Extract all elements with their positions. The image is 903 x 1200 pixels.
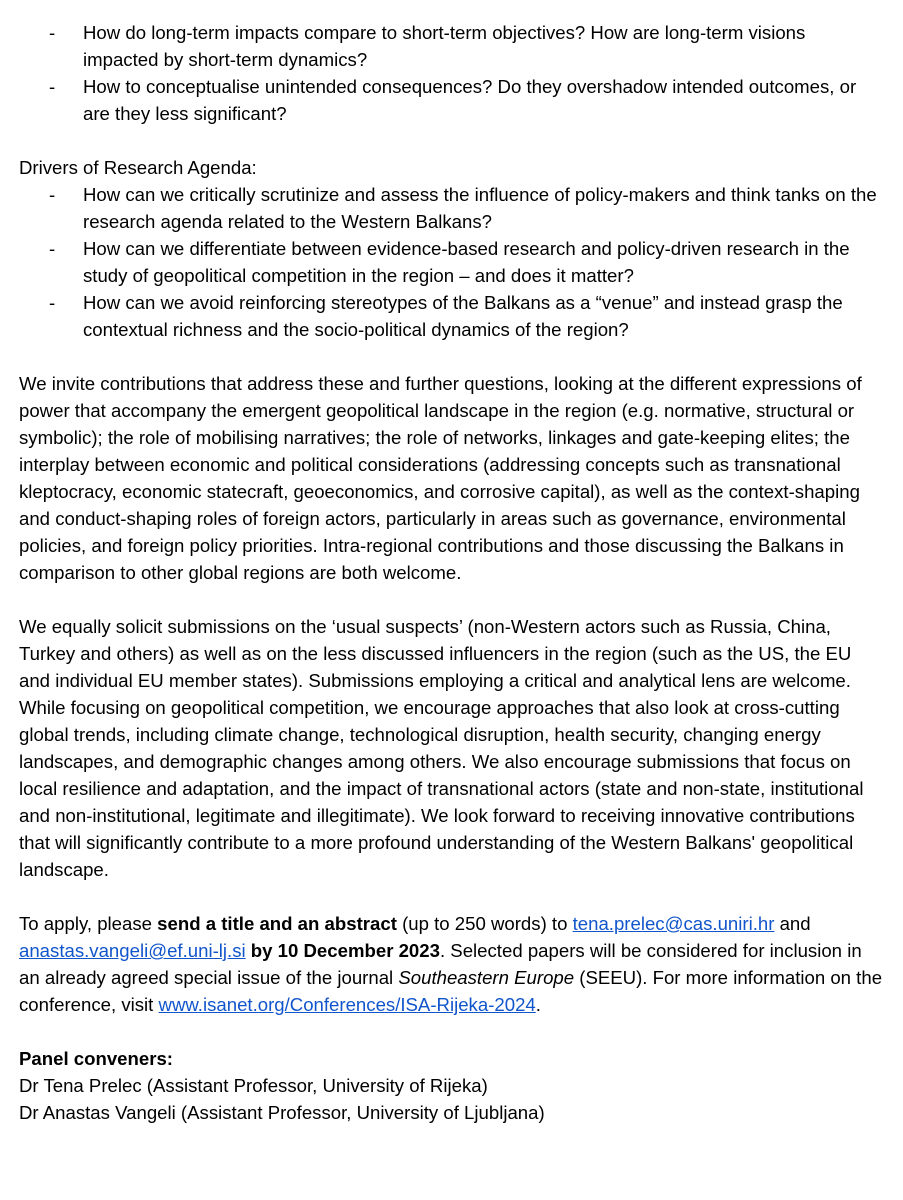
drivers-question-list [19, 181, 883, 343]
top-question-list [19, 19, 883, 127]
list-item: - How do long-term impacts compare to short-term objectives? How are long-term visions impacted by short-term dynamics? [19, 19, 883, 73]
apply-paragraph: To apply, please send a title and an abstract (up to 250 words) to tena.prelec@cas.uniri.hr and anastas.vangeli@ef.uni-lj.si by 10 December 2023. Selected papers will be considered for inclusion in an already agreed special issue of the journal Southeastern Europe (SEEU). For more information on the conference, visit www.isanet.org/Conferences/ISA-Rijeka-2024. [19, 913, 883, 1015]
contributions-paragraph: We invite contributions that address these and further questions, looking at the different expressions of power that accompany the emergent geopolitical landscape in the region (e.g. normative, structural or symbolic); the role of mobilising narratives; the role of networks, linkages and gate-keeping elites; the interplay between economic and political considerations (addressing concepts such as transnational kleptocracy, economic statecraft, geoeconomics, and corrosive capital), as well as the context-shaping and conduct-shaping roles of foreign actors, particularly in areas such as governance, environmental policies, and foreign policy priorities. Intra-regional contributions and those discussing the Balkans in comparison to other global regions are both welcome. [19, 373, 862, 583]
email-link-anastas-vangeli[interactable]: anastas.vangeli@ef.uni-lj.si [19, 940, 246, 961]
conference-link[interactable]: www.isanet.org/Conferences/ISA-Rijeka-2024 [158, 994, 536, 1015]
email-link-tena-prelec[interactable]: tena.prelec@cas.uniri.hr [572, 913, 775, 934]
dash-bullet: - [49, 238, 56, 259]
convener-name: Dr Anastas Vangeli (Assistant Professor, University of Ljubljana) [19, 1102, 545, 1123]
list-item: - How can we differentiate between evidence-based research and policy-driven research in the study of geopolitical competition in the region – and does it matter? [19, 235, 883, 289]
dash-bullet: - [49, 292, 56, 313]
submissions-paragraph: We equally solicit submissions on the ‘usual suspects’ (non-Western actors such as Russia, China, Turkey and others) as well as on the less discussed influencers in the region (such as the US, the EU and individual EU member states). Submissions employing a critical and analytical lens are welcome. While focusing on geopolitical competition, we encourage approaches that also look at cross-cutting global trends, including climate change, technological disruption, health security, changing energy landscapes, and demographic changes among others. We also encourage submissions that focus on local resilience and adaptation, and the impact of transnational actors (state and non-state, institutional and non-institutional, legitimate and illegitimate). We look forward to receiving innovative contributions that will significantly contribute to a more profound understanding of the Western Balkans' geopolitical landscape. [19, 616, 864, 880]
conveners-heading: Panel conveners: [19, 1048, 173, 1069]
list-item: - How can we avoid reinforcing stereotypes of the Balkans as a “venue” and instead grasp the contextual richness and the socio-political dynamics of the region? [19, 289, 883, 343]
dash-bullet: - [49, 22, 56, 43]
list-item: - How to conceptualise unintended consequences? Do they overshadow intended outcomes, or are they less significant? [19, 73, 883, 127]
dash-bullet: - [49, 184, 56, 205]
list-item: - How can we critically scrutinize and assess the influence of policy-makers and think tanks on the research agenda related to the Western Balkans? [19, 181, 883, 235]
deadline: by 10 December 2023 [250, 940, 440, 961]
dash-bullet: - [49, 76, 56, 97]
convener-name: Dr Tena Prelec (Assistant Professor, University of Rijeka) [19, 1075, 488, 1096]
journal-title: Southeastern Europe [398, 967, 575, 988]
abstract-instruction: send a title and an abstract [157, 913, 397, 934]
drivers-heading: Drivers of Research Agenda: [19, 157, 257, 178]
